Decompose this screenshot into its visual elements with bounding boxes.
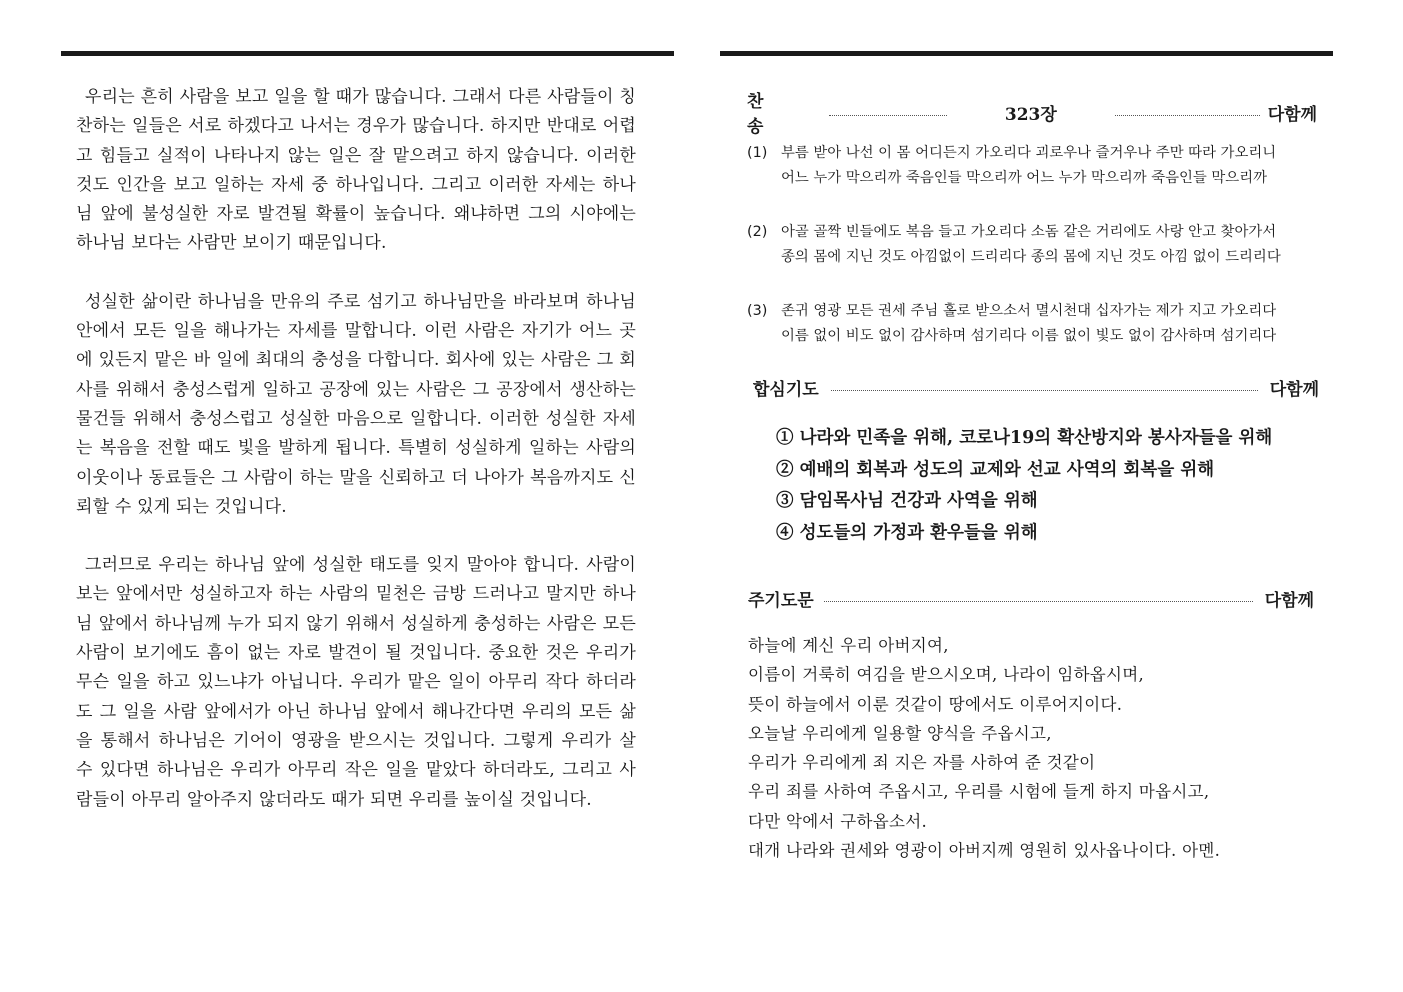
verse-line: 이름 없이 비도 없이 감사하며 섬기리다 이름 없이 빛도 없이 감사하며 섬기리다 xyxy=(781,328,1277,344)
hymn-verse xyxy=(747,299,1327,349)
sermon-text xyxy=(76,83,636,844)
lords-prayer-line: 뜻이 하늘에서 이룬 것같이 땅에서도 이루어지이다. xyxy=(748,694,1123,714)
verse-line: 부름 받아 나선 이 몸 어디든지 가오리다 괴로우나 즐거우나 주만 따라 가오리니 xyxy=(781,145,1277,161)
prayer-list xyxy=(776,423,1272,549)
lords-prayer-line: 이름이 거룩히 여김을 받으시오며, 나라이 임하옵시며, xyxy=(748,665,1145,685)
lords-prayer-title: 주기도문 xyxy=(748,591,814,611)
lords-prayer-header xyxy=(748,586,1314,611)
sermon-paragraph-3: 그러므로 우리는 하나님 앞에 성실한 태도를 잊지 말아야 합니다. 사람이 보는 앞에서만 성실하고자 하는 사람의 밑천은 금방 드러나고 말지만 하나님 앞에서 하나님께 누가 되지 않기 위해서 성실하게 충성하는 사람은 모든 사람이 보기에도 흠이 없는 자로 발견이 될 것입니다. 중요한 것은 우리가 무슨 일을 하고 있느냐가 아닙니다. 우리가 맡은 일이 아무리 작다 하더라도 그 일을 사람 앞에서가 아닌 하나님 앞에서 해나간다면 우리의 모든 삶을 통해서 하나님은 기어이 영광을 받으시는 것입니다. 그렇게 우리가 살 수 있다면 하나님은 우리가 아무리 작은 일을 맡았다 하더라도, 그리고 사람들이 아무리 알아주지 않더라도 때가 되면 우리를 높이실 것입니다. xyxy=(76,555,636,810)
hymn-verse xyxy=(747,141,1327,191)
hymn-header xyxy=(747,87,1317,137)
prayer-header xyxy=(753,375,1319,400)
lords-prayer-line: 다만 악에서 구하옵소서. xyxy=(748,811,928,831)
prayer-participants: 다함께 xyxy=(1269,380,1319,400)
sermon-paragraph-2: 성실한 삶이란 하나님을 만유의 주로 섬기고 하나님만을 바라보며 하나님 안에서 모든 일을 해나가는 자세를 말합니다. 이런 사람은 자기가 어느 곳에 있든지 맡은 바 일에 최대의 충성을 다합니다. 회사에 있는 사람은 그 회사를 위해서 충성스럽게 일하고 공장에 있는 사람은 그 공장에서 생산하는 물건들 위해서 충성스럽고 성실한 마음으로 일합니다. 이러한 성실한 자세는 복음을 전할 때도 빛을 발하게 됩니다. 특별히 성실하게 일하는 사람의 이웃이나 동료들은 그 사람이 하는 말을 신뢰하고 더 나아가 복음까지도 신뢰할 수 있게 되는 것입니다. xyxy=(76,291,636,517)
lords-prayer-text xyxy=(748,631,1220,865)
hymn-verse xyxy=(747,220,1327,270)
verse-number: (2) xyxy=(747,224,768,240)
lords-prayer-line: 우리가 우리에게 죄 지은 자를 사하여 준 것같이 xyxy=(748,753,1096,773)
top-rule-left xyxy=(61,51,674,56)
lords-prayer-line: 하늘에 계신 우리 아버지여, xyxy=(748,636,949,655)
lords-prayer-line: 우리 죄를 사하여 주옵시고, 우리를 시험에 들게 하지 마옵시고, xyxy=(748,782,1210,802)
verse-line: 아골 골짝 빈들에도 복음 들고 가오리다 소돔 같은 거리에도 사랑 안고 찾아가서 xyxy=(781,224,1277,240)
verse-line: 어느 누가 막으리까 죽음인들 막으리까 어느 누가 막으리까 죽음인들 막으리까 xyxy=(781,170,1268,186)
hymn-leader-left xyxy=(829,115,947,116)
prayer-item: ③ 담임목사님 건강과 사역을 위해 xyxy=(776,491,1038,511)
sermon-paragraph-1: 우리는 흔히 사람을 보고 일을 할 때가 많습니다. 그래서 다른 사람들이 칭찬하는 일들은 서로 하겠다고 나서는 경우가 많습니다. 하지만 반대로 어렵고 힘들고 실적이 나타나지 않는 일은 잘 맡으려고 하지 않습니다. 이러한 것도 인간을 보고 일하는 자세 중 하나입니다. 그리고 이러한 자세는 하나님 앞에 불성실한 자로 발견될 확률이 높습니다. 왜냐하면 그의 시야에는 하나님 보다는 사람만 보이기 때문입니다. xyxy=(76,87,636,254)
lords-prayer-line: 대개 나라와 권세와 영광이 아버지께 영원히 있사옵나이다. 아멘. xyxy=(748,841,1221,861)
hymn-participants: 다함께 xyxy=(1267,104,1317,125)
hymn-verses xyxy=(747,141,1327,378)
verse-number: (1) xyxy=(747,145,768,161)
prayer-item: ④ 성도들의 가정과 환우들을 위해 xyxy=(776,522,1038,543)
lords-prayer-line: 오늘날 우리에게 일용할 양식을 주옵시고, xyxy=(748,723,1052,743)
top-rule-right xyxy=(720,51,1333,56)
prayer-leader xyxy=(831,390,1258,391)
prayer-item: ① 나라와 민족을 위해, 코로나19의 확산방지와 봉사자들을 위해 xyxy=(776,428,1273,448)
lords-prayer-participants: 다함께 xyxy=(1264,591,1314,611)
lords-prayer-leader xyxy=(824,601,1253,602)
verse-line: 종의 몸에 지닌 것도 아낌없이 드리리다 종의 몸에 지닌 것도 아낌 없이 드리리다 xyxy=(781,249,1281,265)
verse-line: 존귀 영광 모든 권세 주님 홀로 받으소서 멸시천대 십자가는 제가 지고 가오리다 xyxy=(781,303,1277,319)
prayer-item: ② 예배의 회복과 성도의 교제와 선교 사역의 회복을 위해 xyxy=(776,459,1215,480)
verse-number: (3) xyxy=(747,303,768,319)
hymn-number: 323장 xyxy=(1004,104,1057,125)
prayer-title: 합심기도 xyxy=(753,380,819,400)
hymn-leader-right xyxy=(1115,115,1260,116)
hymn-title: 찬송 xyxy=(747,92,808,137)
